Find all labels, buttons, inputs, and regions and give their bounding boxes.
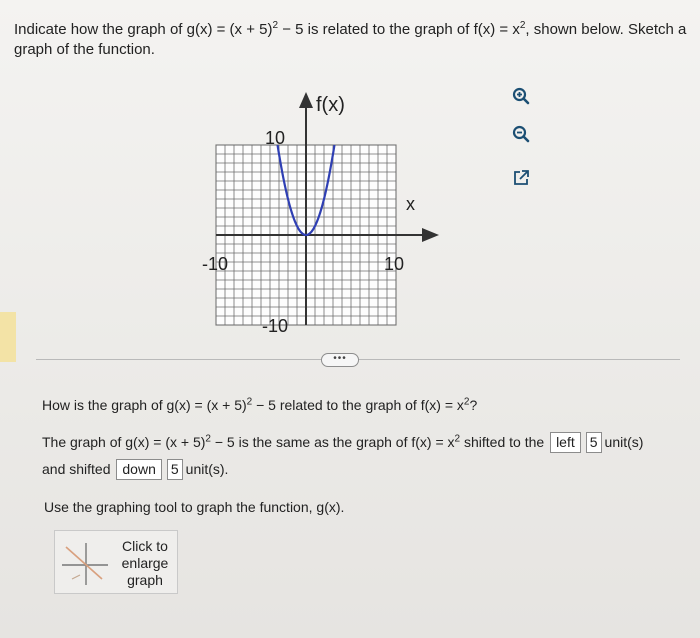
side-accent-bar (0, 312, 16, 362)
x-min-tick-label: -10 (202, 254, 229, 274)
horizontal-shift-answer-box[interactable]: 5 (586, 432, 602, 453)
zoom-out-icon (511, 124, 531, 144)
vertical-direction-answer-box[interactable]: down (116, 459, 161, 480)
y-axis-label: f(x) (316, 94, 345, 116)
y-axis-arrow (299, 92, 313, 108)
enlarge-button-label: Click to enlarge graph (121, 538, 169, 588)
answer-line-1: The graph of $g(x) = (x + 5)^2 - 5$ is the same as the graph of $f(x) = x^2$ shifted to the left 5 unit(s) (42, 432, 643, 453)
zoom-in-icon (511, 86, 531, 106)
enlarge-graph-button[interactable] (54, 530, 178, 594)
zoom-in-button[interactable] (509, 84, 533, 108)
graph-tool-icon (58, 539, 112, 587)
y-max-tick-label: 10 (265, 128, 286, 148)
graph-svg (196, 86, 446, 336)
subquestion-text: How is the graph of $g(x) = (x + 5)^2 - 5$ related to the graph of $f(x) = x^2$? (42, 396, 478, 413)
x-axis-arrow (422, 228, 439, 242)
parabola-graph (196, 86, 446, 336)
graphing-instruction: Use the graphing tool to graph the function, g(x). (44, 499, 345, 515)
open-new-window-button[interactable] (509, 166, 533, 190)
y-min-tick-label: -10 (262, 316, 289, 336)
more-options-button[interactable]: ••• (321, 353, 359, 367)
zoom-out-button[interactable] (509, 122, 533, 146)
x-axis-label: x (406, 194, 415, 214)
direction-answer-box[interactable]: left (550, 432, 581, 453)
external-link-icon (511, 168, 531, 188)
vertical-shift-answer-box[interactable]: 5 (167, 459, 183, 480)
x-max-tick-label: 10 (384, 254, 405, 274)
question-text: Indicate how the graph of $g(x) = (x + 5)^2 - 5$ is related to the graph of $f(x) = x^2$, shown below. Sketch a graph of the function. (14, 20, 687, 58)
answer-line-2: and shifted down 5 unit(s). (42, 459, 228, 480)
